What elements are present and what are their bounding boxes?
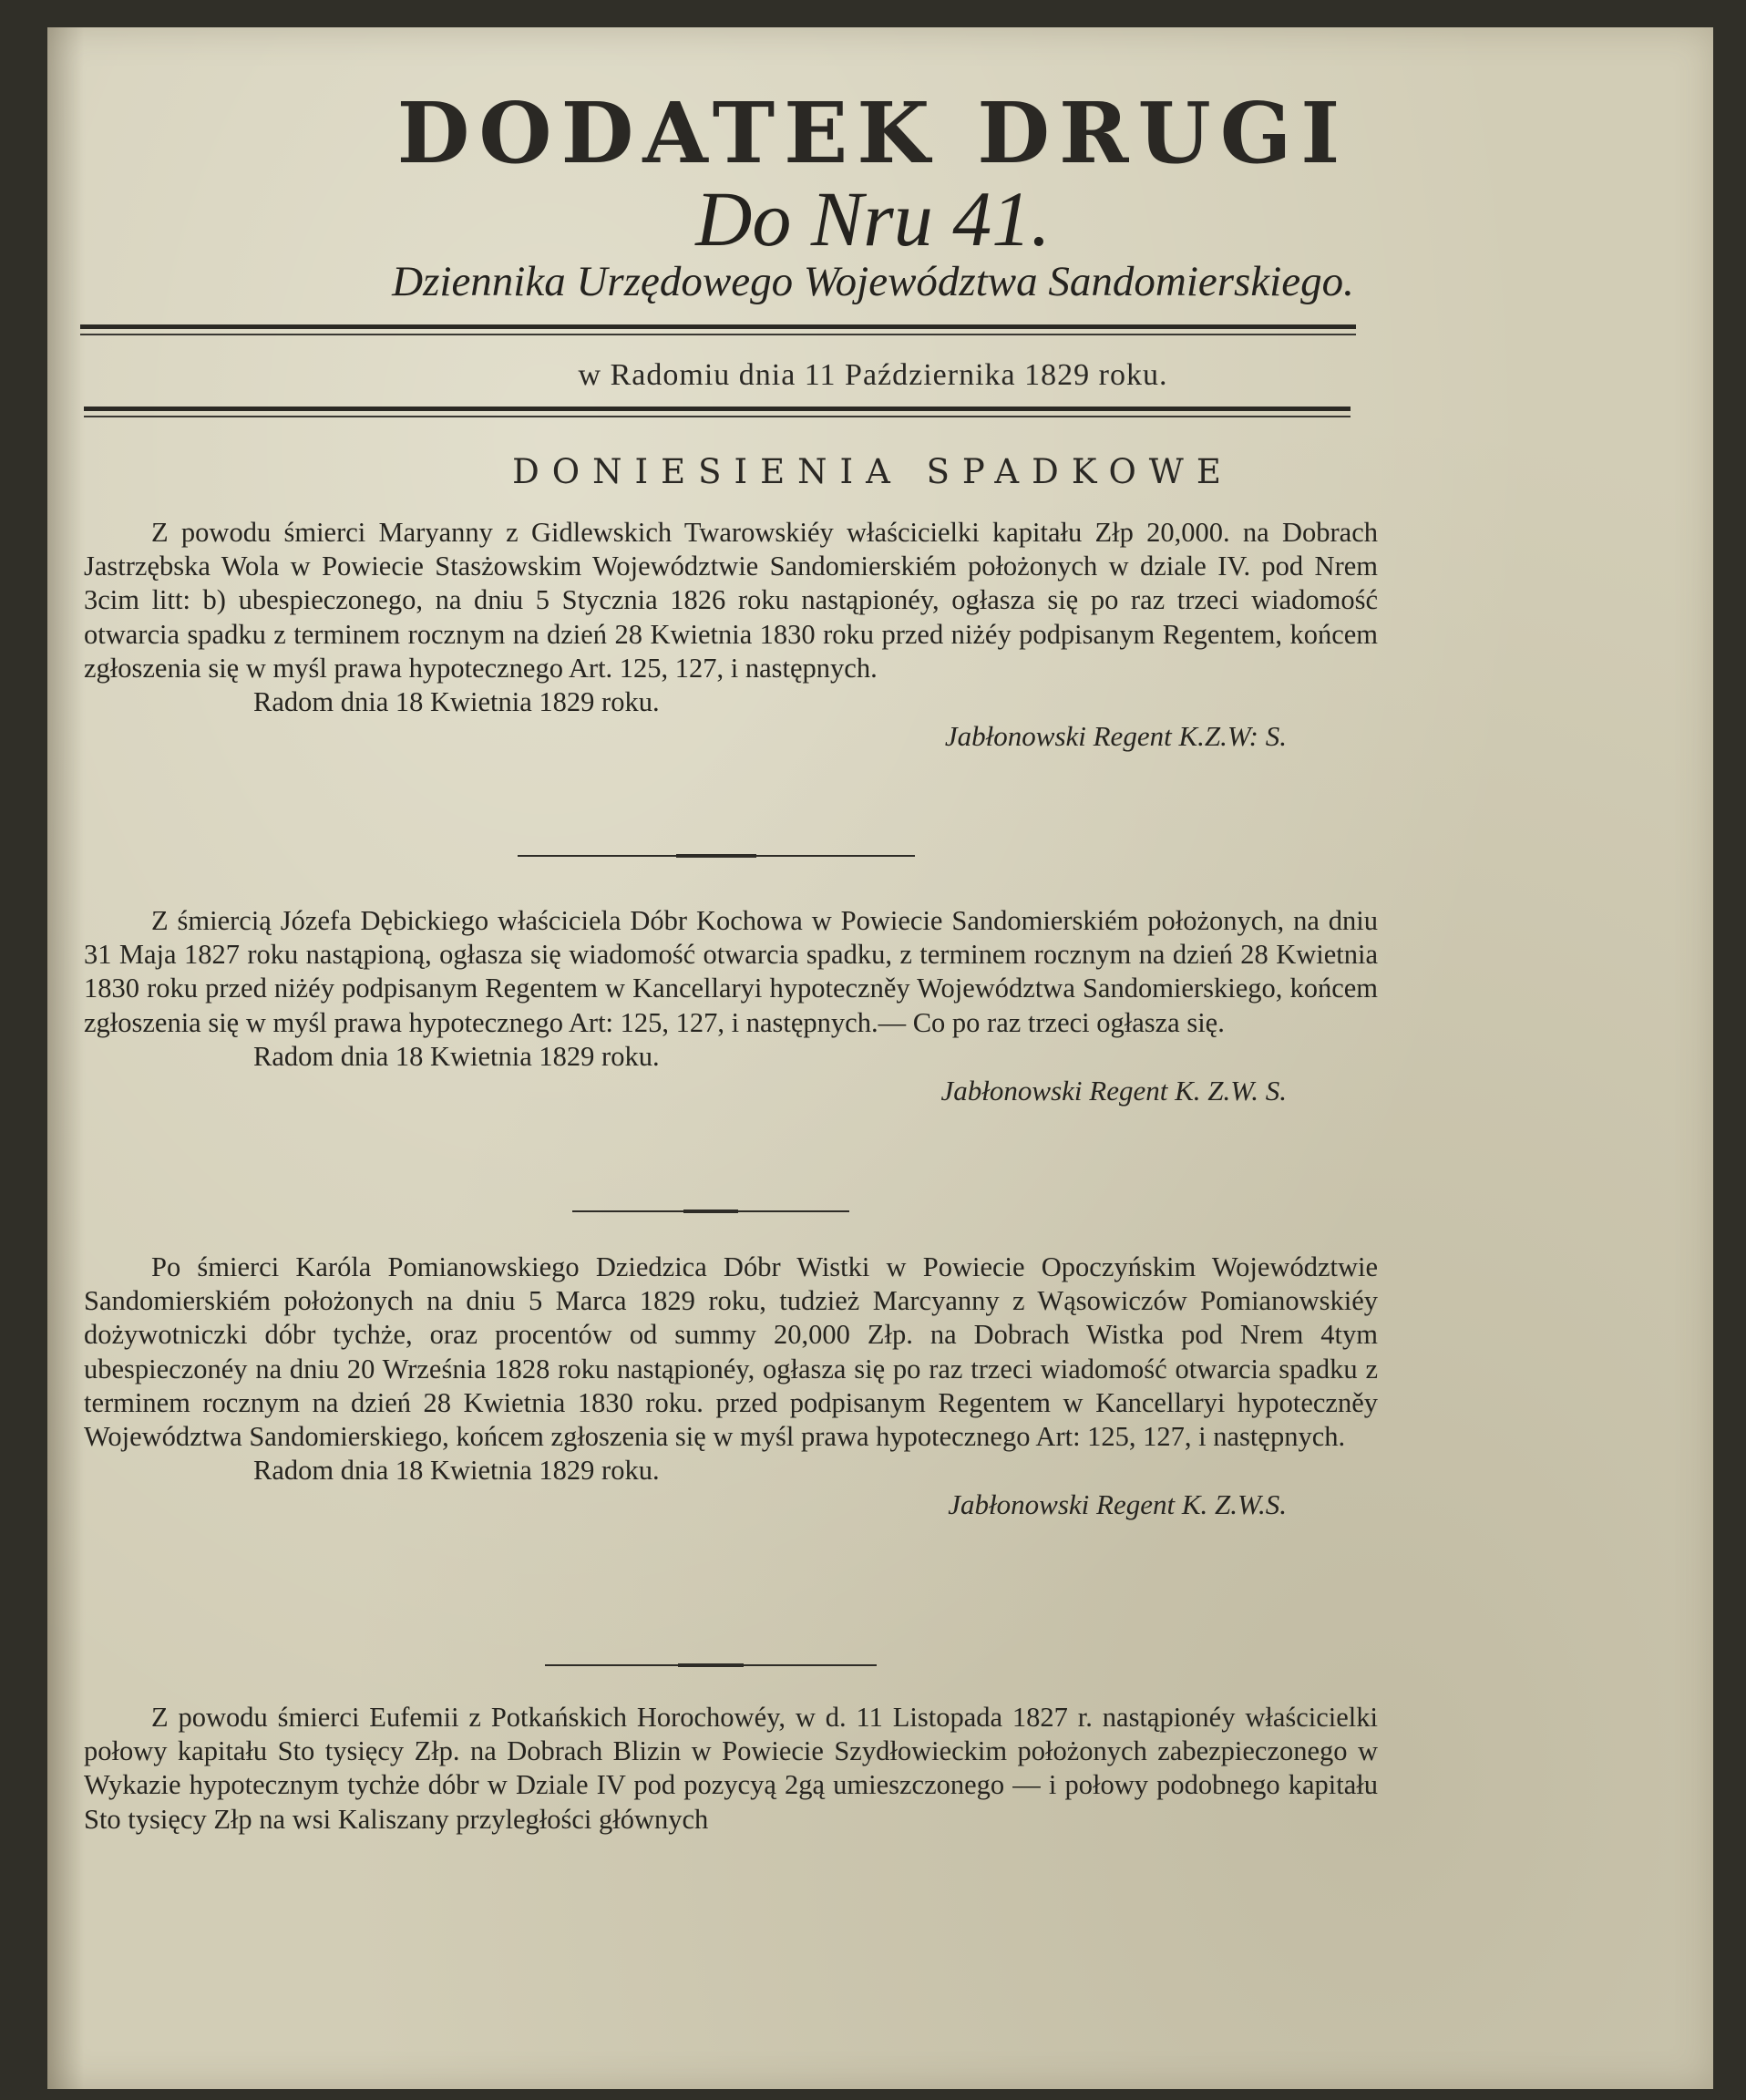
masthead-rule-bottom: [84, 407, 1351, 417]
separator-2: [572, 1210, 849, 1212]
notice-3: [84, 1251, 1378, 1522]
separator-3: [545, 1664, 877, 1666]
separator-1: [518, 855, 915, 857]
notice-4: [84, 1701, 1378, 1837]
masthead-rule-top: [80, 324, 1356, 335]
masthead-title: DODATEK DRUGI: [396, 84, 1350, 182]
notice-2-place-date: Radom dnia 18 Kwietnia 1829 roku.: [253, 1040, 660, 1072]
notice-3-body: Po śmierci Karóla Pomianowskiego Dziedzica Dóbr Wistki w Powiecie Opoczyńskim Województwie Sandomierskiém położonych na dniu 5 Marca 1829 roku, tudzież Marcyanny z Wąsowiczów Pomianowskiéy dożywotniczki dóbr tychże, oraz procentów od summy 20,000 Złp. na Dobrach Wistka pod Nrem 4tym ubespieczonéy na dniu 20 Września 1828 roku nastąpionéy, ogłasza się po raz trzeci wiadomość otwarcia spadku z terminem rocznym na dzień 28 Kwietnia 1830 roku. przed podpisanym Regentem w Kancellaryi hypoteczněy Województwa Sandomierskiego, końcem zgłoszenia się w myśl prawa hypotecznego Art: 125, 127, i następnych.: [84, 1251, 1378, 1453]
notice-1-signature: Jabłonowski Regent K.Z.W: S.: [944, 720, 1287, 753]
notice-1: [84, 516, 1378, 753]
notice-2-body: Z śmiercią Józefa Dębickiego właściciela Dóbr Kochowa w Powiecie Sandomierskiém położonych, na dniu 31 Maja 1827 roku nastąpioną, ogłasza się wiadomość otwarcia spadku, z terminem rocznym na dzień 28 Kwietnia 1830 roku przed niżéy podpisanym Regentem w Kancellaryi hypoteczněy Województwa Sandomierskiego, końcem zgłoszenia się w myśl prawa hypotecznego Art: 125, 127, i następnych.— Co po raz trzeci ogłasza się.: [84, 905, 1378, 1038]
notice-1-place-date: Radom dnia 18 Kwietnia 1829 roku.: [253, 686, 660, 718]
notice-3-signature: Jabłonowski Regent K. Z.W.S.: [948, 1488, 1287, 1521]
journal-name: Dziennika Urzędowego Województwa Sandomierskiego.: [392, 258, 1354, 305]
issue-number: Do Nru 41.: [695, 175, 1051, 262]
notice-1-body: Z powodu śmierci Maryanny z Gidlewskich Twarowskiéy właścicielki kapitału Złp 20,000. na Dobrach Jastrzębska Wola w Powiecie Stasżowskim Województwie Sandomierskiém położonych w dziale IV. pod Nrem 3cim litt: b) ubespieczonego, na dniu 5 Stycznia 1826 roku nastąpionéy, ogłasza się po raz trzeci wiadomość otwarcia spadku z terminem rocznym na dzień 28 Kwietnia 1830 roku przed niżéy podpisanym Regentem, końcem zgłoszenia się w myśl prawa hypotecznego Art. 125, 127, i następnych.: [84, 517, 1378, 684]
section-heading: DONIESIENIA SPADKOWE: [512, 452, 1234, 491]
notice-4-body: Z powodu śmierci Eufemii z Potkańskich Horochowéy, w d. 11 Listopada 1827 r. nastąpionéy właścicielki połowy kapitału Sto tysięcy Złp. na Dobrach Blizin w Powiecie Szydłowieckim położonych zabezpieczonego w Wykazie hypotecznym tychże dóbr w Dziale IV pod pozycyą 2gą umieszczonego — i połowy podobnego kapitału Sto tysięcy Złp na wsi Kaliszany przyległości głównych: [84, 1702, 1378, 1835]
notice-3-place-date: Radom dnia 18 Kwietnia 1829 roku.: [253, 1455, 660, 1487]
dateline: w Radomiu dnia 11 Października 1829 roku.: [578, 358, 1168, 392]
notice-2-signature: Jabłonowski Regent K. Z.W. S.: [940, 1075, 1287, 1107]
notice-2: [84, 904, 1378, 1107]
